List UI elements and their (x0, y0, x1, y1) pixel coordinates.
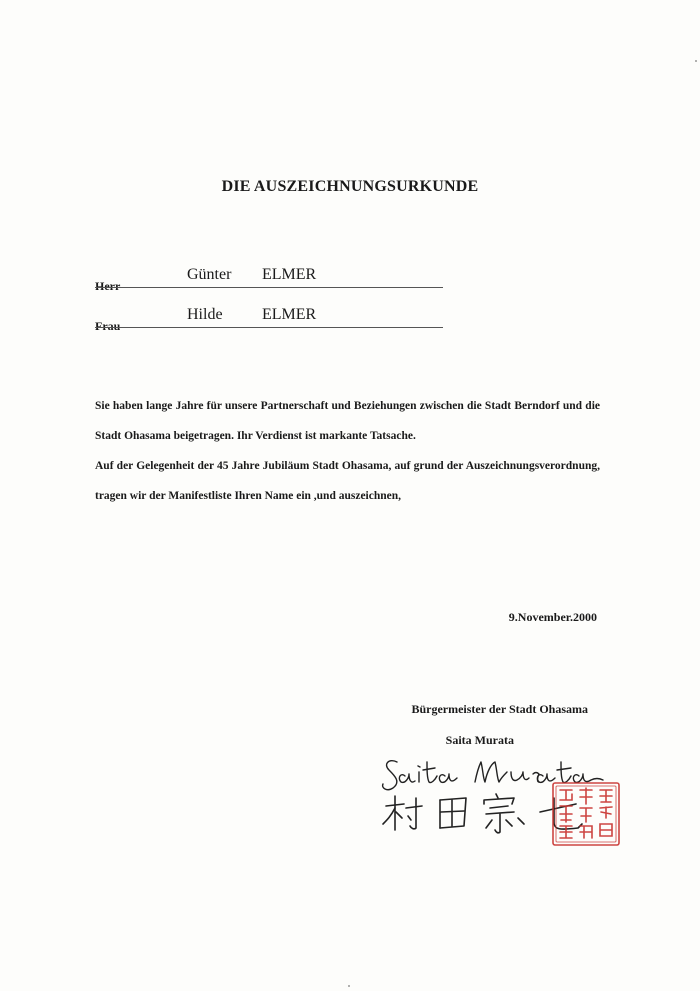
recipient-row-frau (95, 298, 443, 333)
body-paragraph-1: Sie haben lange Jahre für unsere Partnerschaft und Beziehungen zwischen die Stadt Berndorf und die Stadt Ohasama beigetragen. Ihr Verdienst ist markante Tatsache. (95, 400, 600, 442)
signatory-name: Saita Murata (445, 733, 514, 747)
certificate-title: DIE AUSZEICHNUNGSURKUNDE (221, 178, 479, 195)
recipient-given-name: Hilde (187, 306, 223, 323)
certificate-date: 9.November.2000 (508, 610, 597, 624)
recipient-row-herr (95, 258, 443, 293)
name-underline (95, 287, 443, 288)
salutation-label: Herr (95, 279, 121, 293)
recipient-family-name: ELMER (262, 266, 317, 283)
recipient-family-name: ELMER (262, 306, 317, 323)
signatory-title: Bürgermeister der Stadt Ohasama (411, 702, 588, 716)
recipient-given-name: Günter (187, 266, 232, 283)
official-seal-stamp (550, 780, 622, 848)
paper-speck (695, 60, 697, 62)
name-underline (95, 327, 443, 328)
certificate-body (95, 391, 600, 511)
paper-speck (348, 985, 350, 987)
body-paragraph-2: Auf der Gelegenheit der 45 Jahre Jubiläum Stadt Ohasama, auf grund der Auszeichnungsverordnung, tragen wir der Manifestliste Ihren Name ein ,und auszeichnen, (95, 460, 600, 502)
salutation-label: Frau (95, 319, 121, 333)
